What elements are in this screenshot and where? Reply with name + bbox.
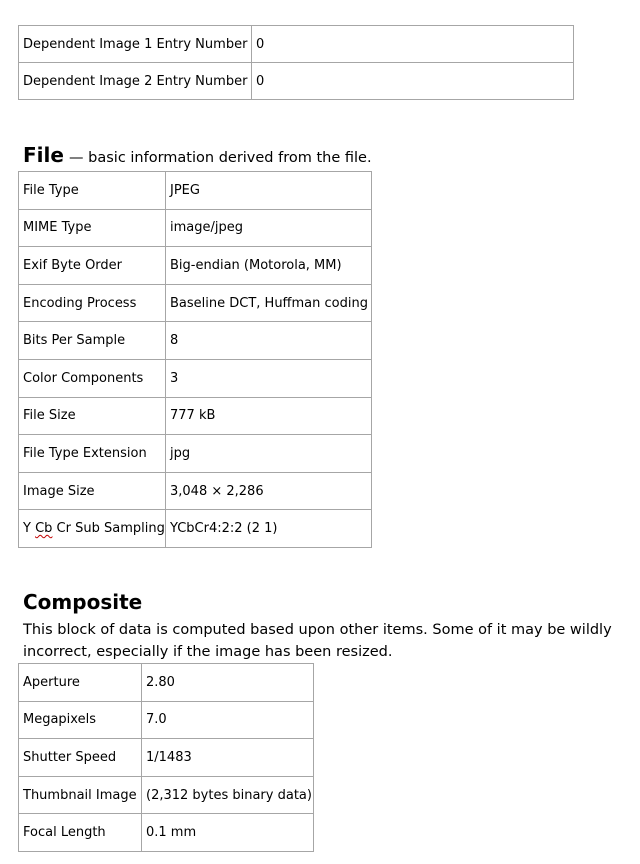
row-value: 3 <box>166 359 372 397</box>
dependent-image-table <box>18 25 574 100</box>
row-value: jpg <box>166 435 372 473</box>
row-key: File Type Extension <box>19 435 166 473</box>
table-row <box>19 359 372 397</box>
table-row <box>19 776 314 814</box>
row-key: Exif Byte Order <box>19 247 166 285</box>
table-row <box>19 435 372 473</box>
file-section-description: — basic information derived from the file. <box>69 150 372 166</box>
row-key: Thumbnail Image <box>19 776 142 814</box>
table-row <box>19 284 372 322</box>
row-value: 0 <box>252 63 574 100</box>
table-row <box>19 63 574 100</box>
row-key: File Size <box>19 397 166 435</box>
row-value: 2.80 <box>142 664 314 702</box>
row-key: Bits Per Sample <box>19 322 166 360</box>
row-key: MIME Type <box>19 209 166 247</box>
file-info-table <box>18 171 372 548</box>
row-value: Big-endian (Motorola, MM) <box>166 247 372 285</box>
row-key: Megapixels <box>19 701 142 739</box>
composite-info-table <box>18 663 314 852</box>
row-value: 0 <box>252 26 574 63</box>
row-value: 3,048 × 2,286 <box>166 472 372 510</box>
table-row <box>19 814 314 852</box>
row-value: 1/1483 <box>142 739 314 777</box>
table-row <box>19 172 372 210</box>
table-row <box>19 739 314 777</box>
row-value: 7.0 <box>142 701 314 739</box>
row-key: Shutter Speed <box>19 739 142 777</box>
row-value: 0.1 mm <box>142 814 314 852</box>
row-value: 8 <box>166 322 372 360</box>
spellcheck-marked-word: Cb <box>35 521 53 537</box>
row-key: File Type <box>19 172 166 210</box>
table-row <box>19 397 372 435</box>
row-key-suffix: Cr Sub Sampling <box>52 521 165 537</box>
row-key: Aperture <box>19 664 142 702</box>
row-value: YCbCr4:2:2 (2 1) <box>166 510 372 548</box>
row-key: Image Size <box>19 472 166 510</box>
file-section-title: File <box>23 143 64 167</box>
table-row <box>19 472 372 510</box>
row-key: Dependent Image 1 Entry Number <box>19 26 252 63</box>
row-key: Color Components <box>19 359 166 397</box>
composite-section-description: This block of data is computed based upon other items. Some of it may be wildly incorrect, especially if the image has been resized. <box>23 622 612 660</box>
row-key-prefix: Y <box>23 521 36 537</box>
table-row <box>19 510 372 548</box>
table-row <box>19 26 574 63</box>
row-value: image/jpeg <box>166 209 372 247</box>
file-section-heading <box>23 143 372 167</box>
table-row <box>19 322 372 360</box>
row-value: JPEG <box>166 172 372 210</box>
table-row <box>19 209 372 247</box>
table-row <box>19 701 314 739</box>
composite-section-title: Composite <box>23 590 143 614</box>
table-row <box>19 664 314 702</box>
row-key: Dependent Image 2 Entry Number <box>19 63 252 100</box>
row-value: Baseline DCT, Huffman coding <box>166 284 372 322</box>
row-key <box>19 510 166 548</box>
row-value: 777 kB <box>166 397 372 435</box>
row-key: Focal Length <box>19 814 142 852</box>
table-row <box>19 247 372 285</box>
row-value: (2,312 bytes binary data) <box>142 776 314 814</box>
row-key: Encoding Process <box>19 284 166 322</box>
